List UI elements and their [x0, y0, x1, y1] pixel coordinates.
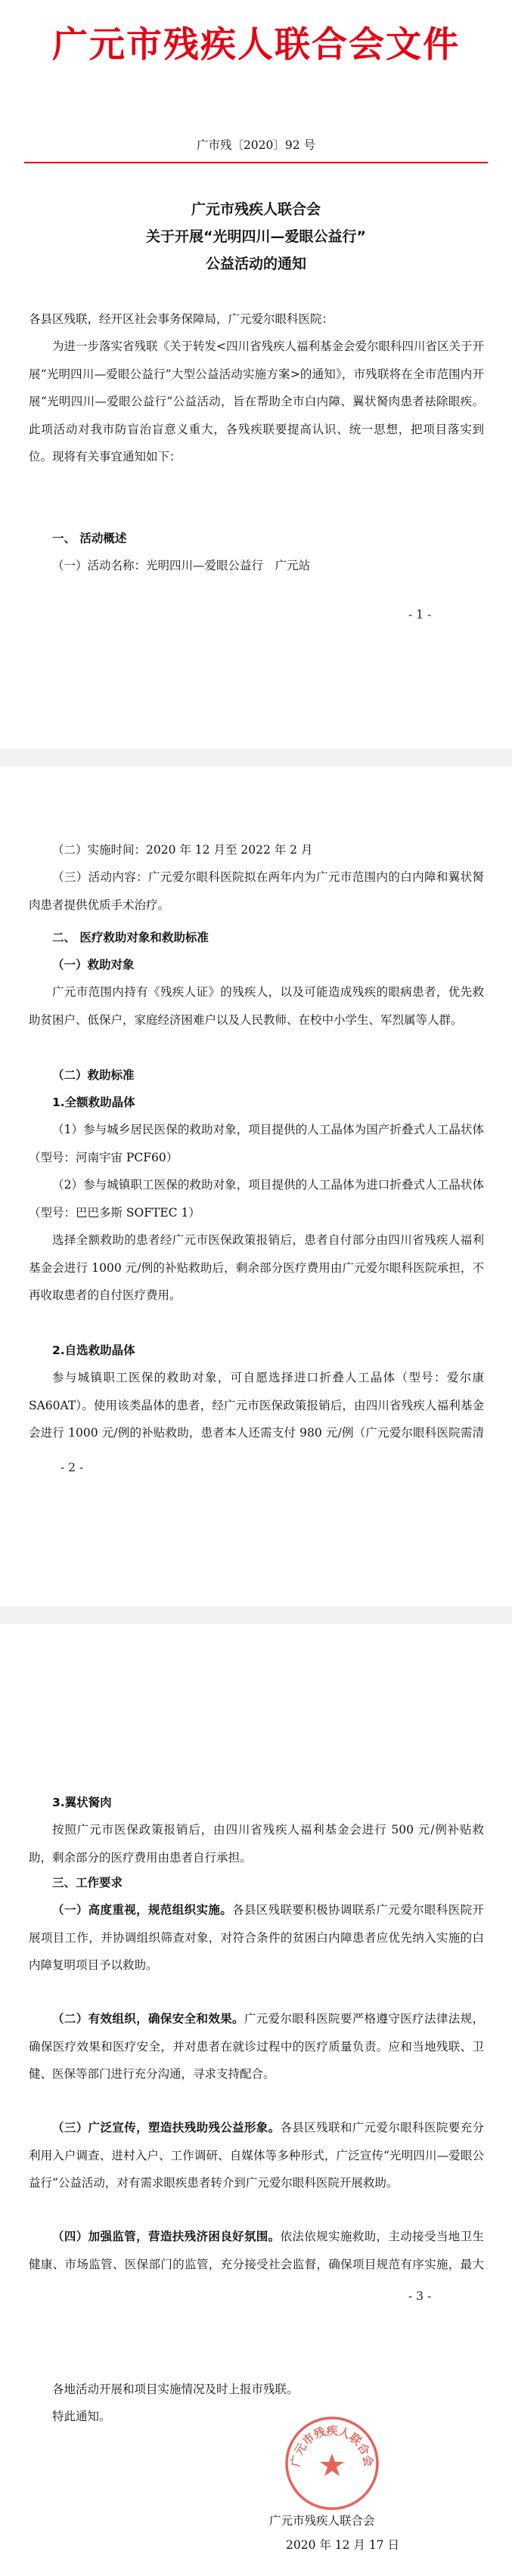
page-number-1: - 1 - [408, 608, 432, 622]
full-rescue-lens-text: 选择全额救助的患者经广元市医保政策报销后，患者自付部分由四川省残疾人福利基金会进行 1000 元/例的补贴救助后，剩余部分医疗费用由广元爱尔眼科医院承担，不再收取患者的自付医疗费用。 [29, 1233, 484, 1302]
requirement-4-lead: （四）加强监管，营造扶残济困良好氛围。 [52, 2230, 281, 2243]
requirement-2 [29, 2005, 484, 2088]
official-seal-stamp [283, 2414, 381, 2512]
requirement-1-text: 各县区残联要积极协调联系广元爱尔眼科医院开展项目工作，并协调组织筛查对象，对符合条件的贫困白内障患者应优先纳入实施的白内障复明项目予以救助。 [29, 1903, 484, 1972]
rescue-standard-heading: （二）救助标准 [52, 1068, 135, 1082]
page-gap [0, 1606, 512, 1624]
page-2 [0, 767, 512, 1606]
seal-text-path: 广元市残疾人联合会 [288, 2424, 376, 2468]
page-number-2: - 2 - [61, 1461, 84, 1474]
requirement-4-text: 依法依规实施救助，主动接受当地卫生健康、市场监管、医保部门的监管，充分接受社会监督，确保项目规范有序实施，最大 [29, 2230, 484, 2271]
seal-star-icon [320, 2454, 344, 2476]
activity-content: （三）活动内容：广元爱尔眼科医院拟在两年内为广元市范围内的白内障和翼状胬肉患者提供优质手术治疗。 [29, 870, 484, 912]
page-3 [0, 1624, 512, 2576]
full-rescue-lens-item-1: （1）参与城乡居民医保的救助对象，项目提供的人工晶体为国产折叠式人工晶状体（型号：河南宇宙 PCF60） [29, 1123, 484, 1164]
pterygium-heading: 3.翼状胬肉 [52, 1796, 112, 1809]
closing-line-1: 各地活动开展和项目实施情况及时上报市残联。 [52, 2382, 299, 2396]
notice-title-line-3: 公益活动的通知 [205, 256, 306, 272]
page-gap [0, 749, 512, 767]
pterygium-text: 按照广元市医保政策报销后，由四川省残疾人福利基金会进行 500 元/例补贴救助，剩余部分的医疗费用由患者自行承担。 [29, 1823, 484, 1865]
requirement-3-text: 各县区残联和广元爱尔眼科医院要充分利用入户调查、进村入户、工作调研、自媒体等多种形式，广泛宣传“光明四川—爱眼公益行”公益活动，对有需求眼疾患者转介到广元爱尔眼科医院开展救助。 [29, 2121, 484, 2190]
implementation-time: （二）实施时间：2020 年 12 月至 2022 年 2 月 [52, 843, 313, 857]
requirement-1 [29, 1896, 484, 1979]
requirement-4 [29, 2223, 484, 2280]
section-2-heading: 二、 医疗救助对象和救助标准 [52, 931, 209, 944]
requirement-1-lead: （一）高度重视，规范组织实施。 [52, 1903, 233, 1917]
rescue-target-text: 广元市范围内持有《残疾人证》的残疾人，以及可能造成残疾的眼病患者，优先救助贫困户、低保户，家庭经济困难户以及人民教师、在校中小学生、军烈属等人群。 [29, 985, 484, 1027]
requirement-3-lead: （三）广泛宣传，塑造扶残助残公益形象。 [52, 2121, 281, 2134]
red-divider-line [24, 162, 488, 163]
optional-lens-text: 参与城镇职工医保的救助对象，可自愿选择进口折叠人工晶体（型号：爱尔康 SA60AT）。使用该类晶体的患者，经广元市医保政策报销后，由四川省残疾人福利基金会进行 1000 元/例的补贴救助，患者本人还需支付 980 元/例（广元爱尔眼科医院需清 [29, 1371, 484, 1440]
notice-title-line-2: 关于开展“光明四川—爱眼公益行” [146, 228, 366, 245]
document-header-title: 广元市残疾人联合会文件 [52, 24, 460, 66]
requirement-2-text: 广元爱尔眼科医院要严格遵守医疗法律法规，确保医疗效果和医疗安全，并对患者在就诊过程中的医疗质量负责。应和当地残联、卫健、医保等部门进行充分沟通，寻求支持配合。 [29, 2012, 484, 2081]
page-number-3: - 3 - [408, 2289, 432, 2303]
signature-org: 广元市残疾人联合会 [269, 2514, 375, 2528]
section-1-heading: 一、 活动概述 [52, 532, 127, 545]
notice-title-line-1: 广元市残疾人联合会 [191, 201, 321, 218]
salutation: 各县区残联，经开区社会事务保障局，广元爱尔眼科医院： [29, 312, 334, 326]
rescue-target-heading: （一）救助对象 [52, 958, 135, 972]
optional-lens-heading: 2.自选救助晶体 [52, 1344, 135, 1357]
requirement-3 [29, 2114, 484, 2197]
full-rescue-lens-item-2: （2）参与城镇职工医保的救助对象，项目提供的人工晶体为进口折叠式人工晶状体（型号：巴巴多斯 SOFTEC 1） [29, 1178, 484, 1220]
full-rescue-lens-heading: 1.全额救助晶体 [52, 1096, 135, 1109]
closing-line-2: 特此通知。 [52, 2410, 111, 2423]
section-3-heading: 三、工作要求 [52, 1876, 123, 1889]
document-number: 广市残〔2020〕92 号 [196, 138, 316, 152]
signature-date: 2020 年 12 月 17 日 [286, 2538, 400, 2552]
activity-name: （一）活动名称：光明四川—爱眼公益行 广元站 [52, 559, 311, 572]
page-1 [0, 0, 512, 749]
intro-paragraph: 为进一步落实省残联《关于转发<四川省残疾人福利基金会爱尔眼科四川省区关于开展“光明四川—爱眼公益行”大型公益活动实施方案>的通知》，市残联将在全市范围内开展“光明四川—爱眼公益行”公益活动，旨在帮助全市白内障、翼状胬肉患者祛除眼疾。此项活动对我市防盲治盲意义重大，各残疾联要提高认识、统一思想，把项目落实到位。现将有关事宜通知如下： [29, 339, 484, 463]
requirement-2-lead: （二）有效组织，确保安全和效果。 [52, 2012, 244, 2026]
